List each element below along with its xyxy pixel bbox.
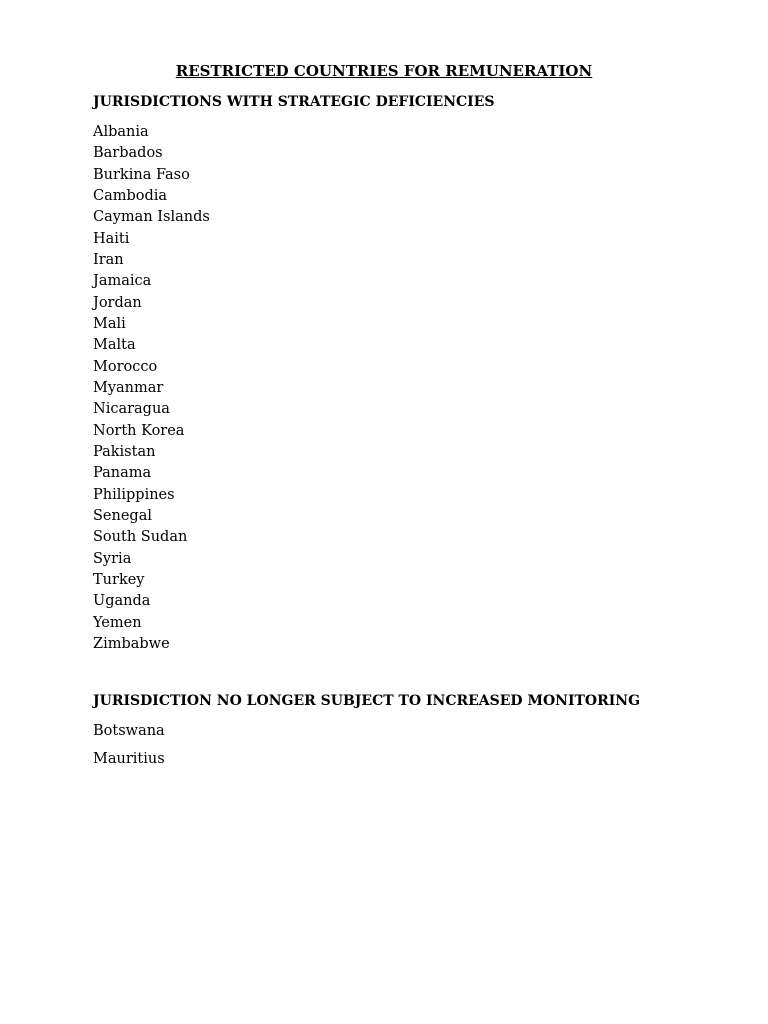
list-item: Uganda <box>93 593 151 610</box>
list-item: Mali <box>93 315 126 332</box>
country-list-strategic-deficiencies <box>93 122 210 655</box>
country-list-no-longer-monitored <box>93 721 165 776</box>
list-item: Philippines <box>93 486 175 503</box>
list-item: Pakistan <box>93 443 156 460</box>
list-item: Morocco <box>93 358 158 375</box>
list-item: Malta <box>93 337 136 354</box>
list-item: Zimbabwe <box>93 635 170 652</box>
list-item: North Korea <box>93 422 185 439</box>
list-item: Mauritius <box>93 750 165 767</box>
list-item: Turkey <box>93 571 145 588</box>
list-item: Myanmar <box>93 379 164 396</box>
list-item: Nicaragua <box>93 401 170 418</box>
list-item: Syria <box>93 550 132 567</box>
list-item: Jamaica <box>93 273 152 290</box>
document-title: RESTRICTED COUNTRIES FOR REMUNERATION <box>175 62 593 80</box>
section-heading-no-longer-monitored: JURISDICTION NO LONGER SUBJECT TO INCREASED MONITORING <box>93 693 641 709</box>
list-item: Yemen <box>93 614 142 631</box>
list-item: Burkina Faso <box>93 166 190 183</box>
list-item: Iran <box>93 251 124 268</box>
list-item: Haiti <box>93 230 130 247</box>
list-item: Senegal <box>93 507 152 524</box>
list-item: Barbados <box>93 145 163 162</box>
list-item: Panama <box>93 465 152 482</box>
list-item: Jordan <box>93 294 142 311</box>
list-item: South Sudan <box>93 529 188 546</box>
list-item: Cayman Islands <box>93 209 210 226</box>
list-item: Cambodia <box>93 187 168 204</box>
list-item: Botswana <box>93 723 165 739</box>
section-heading-strategic-deficiencies: JURISDICTIONS WITH STRATEGIC DEFICIENCIES <box>93 94 495 110</box>
list-item: Albania <box>93 124 149 140</box>
